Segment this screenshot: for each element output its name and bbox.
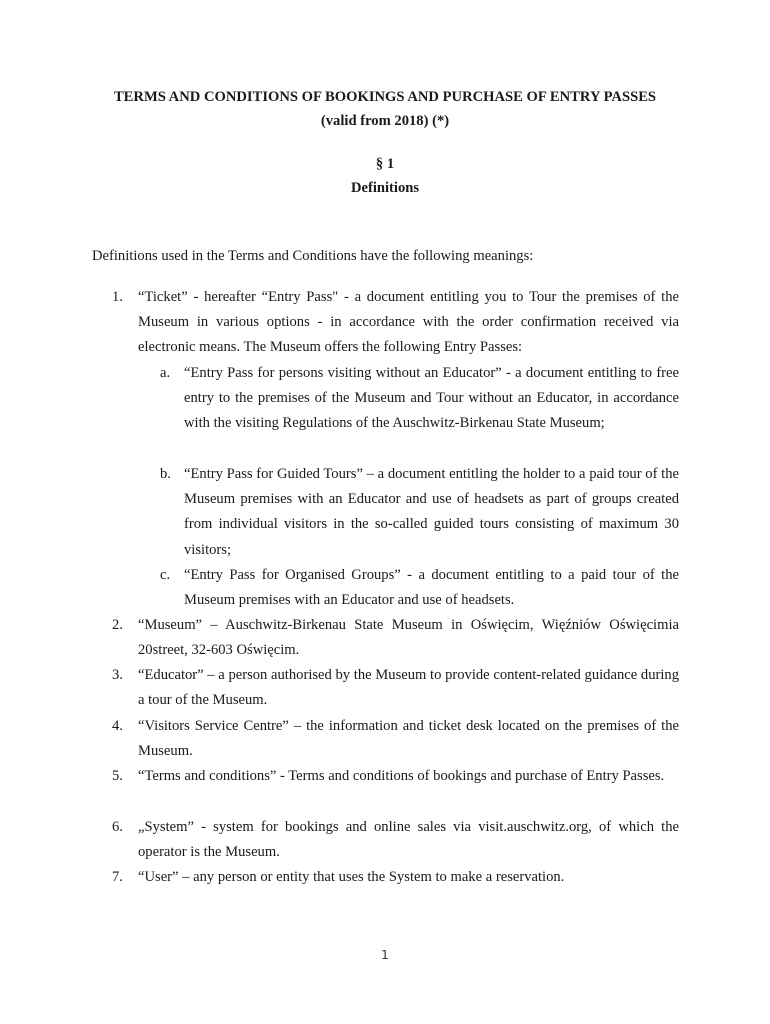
list-item: “Educator” – a person authorised by the Museum to provide content-related guidance during a tour of the Museum. [138, 667, 679, 709]
document-title: TERMS AND CONDITIONS OF BOOKINGS AND PURCHASE OF ENTRY PASSES [113, 89, 657, 105]
intro-paragraph: Definitions used in the Terms and Conditions have the following meanings: [92, 248, 534, 264]
section-number: § 1 [375, 156, 395, 172]
sub-item-letter: c. [160, 567, 171, 583]
list-item-number: 2. [112, 617, 123, 633]
list-item-number: 1. [112, 289, 123, 305]
list-item: “Visitors Service Centre” – the information and ticket desk located on the premises of the Museum. [138, 718, 679, 760]
document-subtitle: (valid from 2018) (*) [320, 113, 450, 129]
section-title: Definitions [350, 180, 420, 196]
list-item: “Ticket” - hereafter “Entry Pass" - a document entitling you to Tour the premises of the Museum in various options - in accordance with the order confirmation received via electronic means. The Museum offers the following Entry Passes: [138, 289, 679, 356]
sub-item-letter: b. [160, 466, 171, 482]
sub-item: “Entry Pass for Organised Groups” - a document entitling to a paid tour of the Museum premises with an Educator and use of headsets. [184, 567, 679, 609]
list-item: „System” - system for bookings and online sales via visit.auschwitz.org, of which the operator is the Museum. [138, 819, 679, 861]
list-item-number: 4. [112, 718, 123, 734]
sub-item-letter: a. [160, 365, 171, 381]
list-item-number: 7. [112, 869, 123, 885]
list-item-number: 3. [112, 667, 123, 683]
page-number: 1 [381, 948, 389, 962]
list-item: “Terms and conditions” - Terms and conditions of bookings and purchase of Entry Passes. [138, 768, 665, 784]
list-item: “User” – any person or entity that uses the System to make a reservation. [138, 869, 565, 885]
sub-item: “Entry Pass for Guided Tours” – a document entitling the holder to a paid tour of the Museum premises with an Educator and use of headsets as part of groups created from individual visitors in the so-called guided tours consisting of maximum 30 visitors; [184, 466, 679, 558]
sub-item: “Entry Pass for persons visiting without an Educator” - a document entitling to free entry to the premises of the Museum and Tour without an Educator, in accordance with the visiting Regulations of the Auschwitz-Birkenau State Museum; [184, 365, 679, 432]
list-item: “Museum” – Auschwitz-Birkenau State Museum in Oświęcim, Więźniów Oświęcimia 20street, 32-603 Oświęcim. [138, 617, 679, 659]
list-item-number: 5. [112, 768, 123, 784]
list-item-number: 6. [112, 819, 123, 835]
